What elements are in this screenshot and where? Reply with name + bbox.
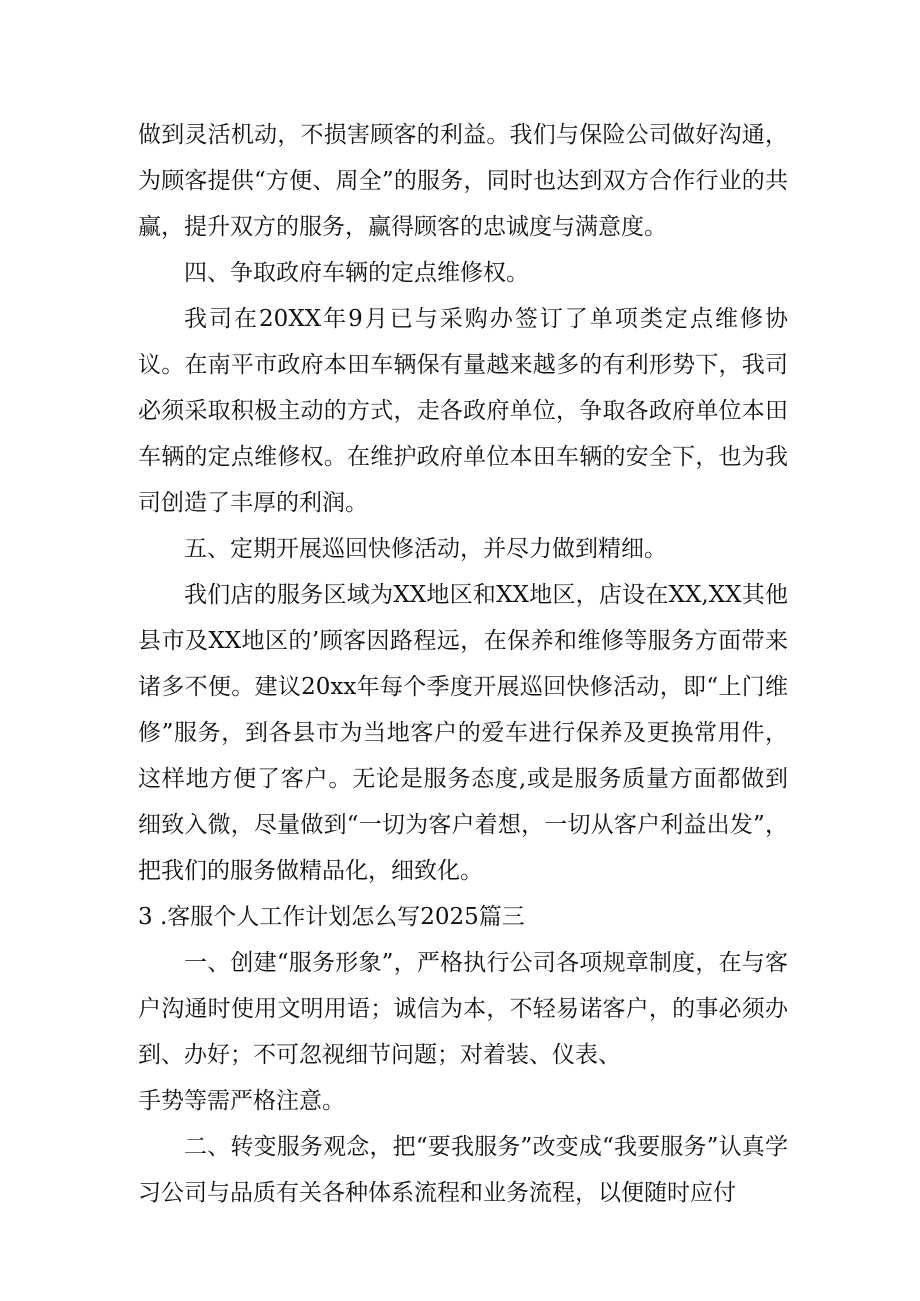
chapter-heading: 3 .客服个人工作计划怎么写2025篇三 (138, 904, 525, 930)
body-paragraph: 做到灵活机动，不损害顾客的利益。我们与保险公司做好沟通，为顾客提供“方便、周全”的服务，同时也达到双方合作行业的共赢，提升双方的服务，赢得顾客的忠诚度与满意度。 (138, 122, 788, 240)
section-heading: 四、争取政府车辆的定点维修权。 (184, 260, 529, 286)
body-paragraph: 我们店的服务区域为XX地区和XX地区，店设在XX,XX其他县市及XX地区的’顾客因路程远，在保养和维修等服务方面带来诸多不便。建议20xx年每个季度开展巡回快修活动，即“上门维修”服务，到各县市为当地客户的爱车进行保养及更换常用件，这样地方便了客户。无论是服务态度,或是服务质量方面都做到细致入微，尽量做到“一切为客户着想，一切从客户利益出发”，把我们的服务做精品化，细致化。 (138, 582, 788, 884)
document-body (138, 112, 788, 1216)
section-heading: 五、定期开展巡回快修活动，并尽力做到精细。 (184, 536, 667, 562)
body-paragraph: 一、创建“服务形象”，严格执行公司各项规章制度，在与客户沟通时使用文明用语；诚信为本，不轻易诺客户，的事必须办到、办好；不可忽视细节问题；对着装、仪表、 (138, 950, 788, 1068)
body-paragraph: 我司在20XX年9月已与采购办签订了单项类定点维修协议。在南平市政府本田车辆保有量越来越多的有利形势下，我司必须采取积极主动的方式，走各政府单位，争取各政府单位本田车辆的定点维修权。在维护政府单位本田车辆的安全下，也为我司创造了丰厚的利润。 (138, 306, 788, 516)
body-paragraph: 手势等需严格注意。 (138, 1088, 345, 1114)
body-paragraph: 二、转变服务观念，把“要我服务”改变成“我要服务”认真学习公司与品质有关各种体系流程和业务流程，以便随时应付 (138, 1134, 788, 1206)
